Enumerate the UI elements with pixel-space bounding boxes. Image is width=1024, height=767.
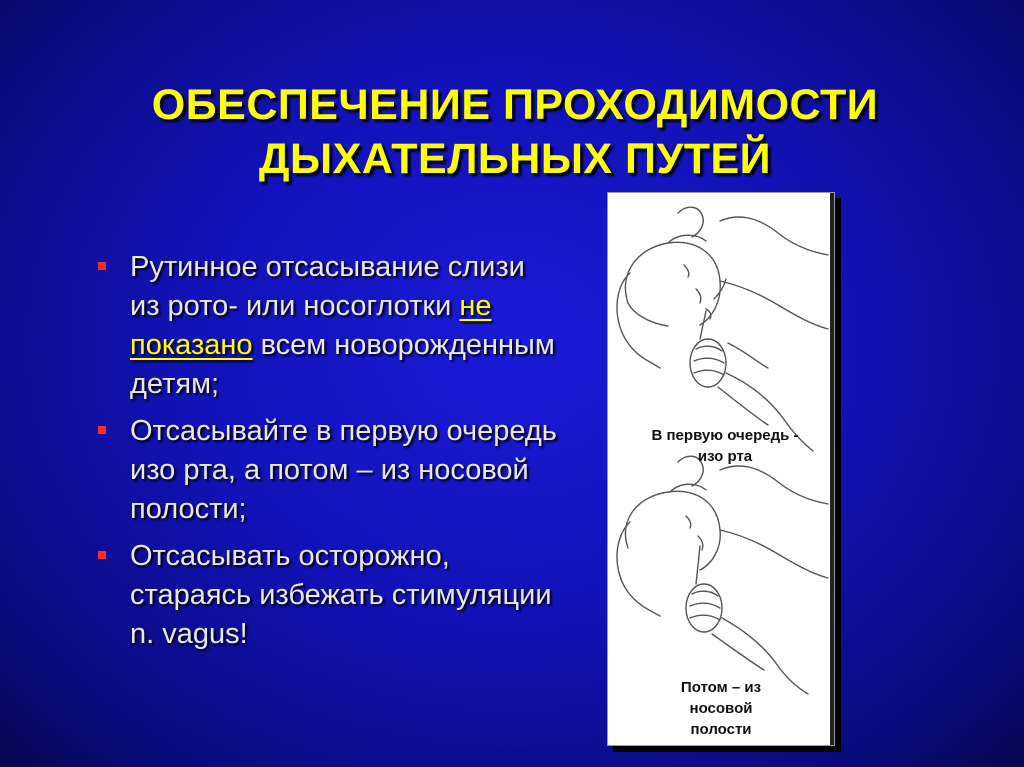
infant-nose-suction-icon (617, 456, 828, 694)
infant-suction-drawing-icon (608, 193, 834, 745)
bullet-item-1 (92, 248, 562, 404)
bullet-1-after: всем новорожденным детям; (130, 329, 555, 400)
caption-top-line-2: изо рта (697, 448, 753, 465)
bullet-marker-icon (98, 262, 106, 270)
slide-title (120, 78, 910, 186)
bullet-marker-icon (98, 551, 106, 559)
caption-bottom-line-2: носовой (689, 700, 753, 717)
bullet-marker-icon (98, 426, 106, 434)
title-line-2: ДЫХАТЕЛЬНЫХ ПУТЕЙ (258, 135, 772, 183)
caption-then-nose (608, 677, 834, 740)
title-line-1: ОБЕСПЕЧЕНИЕ ПРОХОДИМОСТИ (151, 81, 879, 129)
bullet-item-3 (92, 537, 562, 654)
bullet-text-1 (130, 248, 562, 404)
suction-illustration-panel (607, 192, 835, 746)
caption-bottom-line-3: полости (690, 721, 752, 738)
bullet-text-2: Отсасывайте в первую очередь изо рта, а потом – из носовой полости; (130, 415, 557, 525)
bullet-1-before: Рутинное отсасывание слизи из рото- или носоглотки (130, 251, 525, 322)
caption-first-mouth (612, 425, 838, 467)
caption-bottom-line-1: Потом – из (680, 679, 762, 696)
bullet-1-highlight: не показано (130, 290, 492, 361)
bullet-text-3: Отсасывать осторожно, стараясь избежать стимуляции n. vagus! (130, 540, 552, 650)
bullet-list (92, 248, 562, 662)
caption-top-line-1: В первую очередь - (651, 427, 799, 444)
bullet-item-2 (92, 412, 562, 529)
infant-mouth-suction-icon (617, 207, 828, 451)
